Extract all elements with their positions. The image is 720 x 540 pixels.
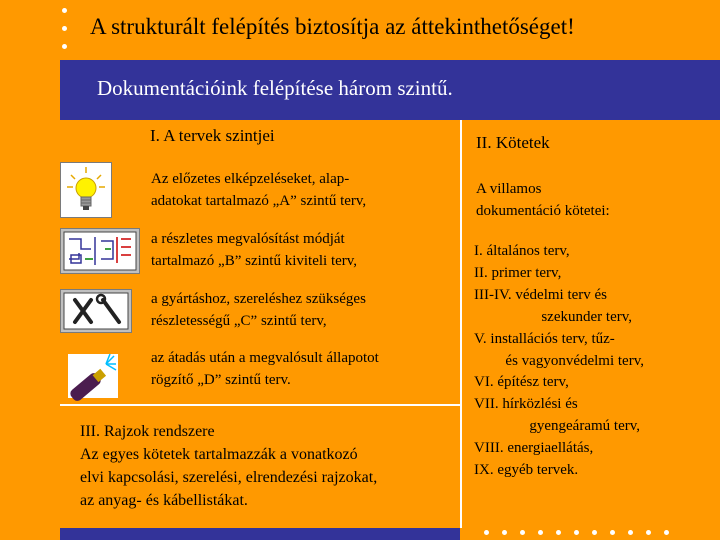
section-three-line: Az egyes kötetek tartalmazzák a vonatkozó	[80, 446, 358, 463]
dot-marker	[62, 8, 67, 13]
band-text: Dokumentációink felépítése három szintű.	[97, 76, 453, 100]
dot-marker	[502, 530, 507, 535]
section-one-heading: I. A tervek szintjei	[150, 126, 275, 145]
item-line: rögzítő „D” szintű terv.	[151, 372, 291, 388]
dot-marker	[556, 530, 561, 535]
dot-marker	[664, 530, 669, 535]
volume-item: gyengeáramú terv,	[529, 418, 640, 435]
champagne-icon	[62, 352, 122, 402]
volume-item: I. általános terv,	[474, 243, 570, 259]
dot-marker	[538, 530, 543, 535]
lightbulb-icon	[60, 162, 112, 218]
dot-marker	[646, 530, 651, 535]
item-line: a részletes megvalósítást módját	[151, 231, 345, 247]
item-line: az átadás után a megvalósult állapotot	[151, 350, 379, 366]
section-three-line: elvi kapcsolási, szerelési, elrendezési rajzokat,	[80, 469, 378, 486]
volume-item: és vagyonvédelmi terv,	[505, 352, 644, 369]
schematic-icon	[60, 228, 140, 274]
intro-line: dokumentáció kötetei:	[476, 203, 610, 219]
dot-marker	[62, 44, 67, 49]
volume-item: VIII. energiaellátás,	[474, 440, 594, 457]
section-three	[80, 420, 377, 512]
level-item-a	[151, 168, 366, 212]
dot-marker	[610, 530, 615, 535]
volume-item: IX. egyéb tervek.	[474, 462, 579, 479]
level-item-d	[151, 347, 379, 391]
vertical-divider	[460, 120, 462, 528]
section-three-heading: III. Rajzok rendszere	[80, 423, 215, 440]
dot-marker	[574, 530, 579, 535]
item-line: tartalmazó „B” szintű kiviteli terv,	[151, 253, 358, 269]
intro-line: A villamos	[476, 181, 542, 197]
level-item-c	[151, 288, 366, 332]
volume-item: szekunder terv,	[541, 308, 632, 325]
tools-icon	[60, 289, 132, 333]
volume-item: VI. építész terv,	[474, 374, 569, 391]
volume-item: V. installációs terv, tűz-	[474, 330, 615, 347]
dot-marker	[592, 530, 597, 535]
volume-item: II. primer terv,	[474, 264, 562, 281]
item-line: Az előzetes elképzeléseket, alap-	[151, 171, 350, 187]
volume-item: III-IV. védelmi terv és	[474, 286, 608, 303]
item-line: a gyártáshoz, szereléshez szükséges	[151, 291, 366, 307]
section-three-line: az anyag- és kábellistákat.	[80, 492, 248, 509]
section-two-heading: II. Kötetek	[476, 133, 550, 152]
bottom-band	[60, 528, 460, 540]
dot-marker	[520, 530, 525, 535]
horizontal-divider	[60, 404, 460, 406]
item-line: adatokat tartalmazó „A” szintű terv,	[151, 193, 367, 209]
volume-item: VII. hírközlési és	[474, 396, 578, 413]
dot-marker	[62, 26, 67, 31]
item-line: részletességű „C” szintű terv,	[151, 313, 327, 329]
level-item-b	[151, 228, 357, 272]
dot-marker	[628, 530, 633, 535]
section-two-intro	[476, 178, 610, 222]
volume-list	[474, 241, 644, 482]
slide-title: A strukturált felépítés biztosítja az áttekinthetőséget!	[90, 14, 575, 39]
dot-marker	[484, 530, 489, 535]
